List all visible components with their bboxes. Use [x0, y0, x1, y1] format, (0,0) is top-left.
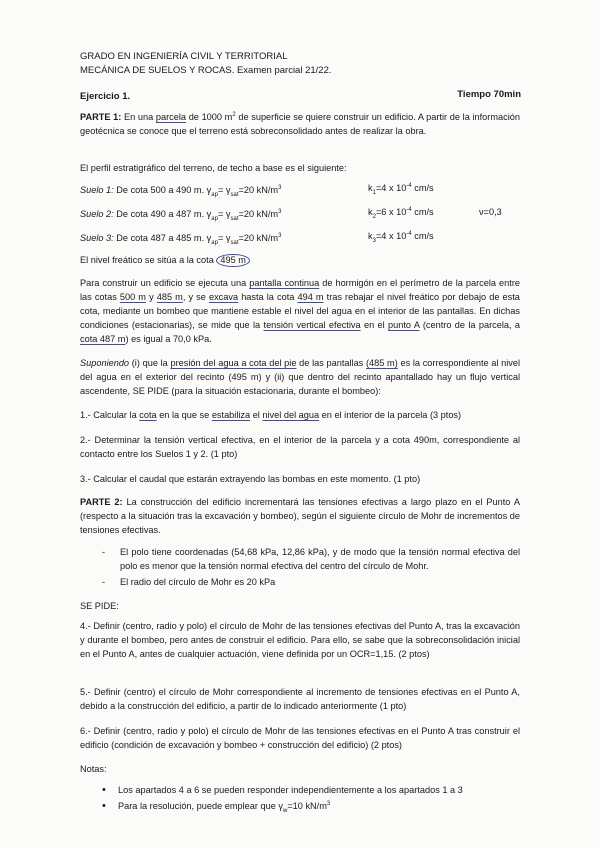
exercise-time: Tiempo 70min — [457, 89, 521, 100]
soil-1-permeability: $k_1=4$ x $10^{-4}$ cm/s — [368, 182, 434, 196]
question-6: 6.- Definir (centro, radio y polo) el círculo de Mohr de las tensiones efectivas en el Punto A tras construir el edificio (condición de excavación y bombeo + construcción del edificio) (2 ptos) — [80, 726, 520, 750]
parte2-label: PARTE 2: — [80, 497, 123, 507]
question-4: 4.- Definir (centro, radio y polo) el círculo de Mohr de las tensiones efectivas del Punto A, tras la excavación y durante el bombeo, pero antes de construir el edificio. Para ello, se sabe que la sobreconsolidación inicial en el Punto A, antes de cualquier actuación, viene definida por un OCR=1,15. (2 ptos) — [80, 621, 520, 659]
soil-3: Suelo 3: De cota 487 a 485 m. $\gamma_{ap}= \gamma_{sat}=20$ $kN/m^3$ — [80, 232, 282, 246]
assumption-paragraph: Suponiendo (i) que la presión del agua a cota del pie de las pantallas (485 m) es la correspondiente al nivel del agua en el exterior del recinto (495 m) y (ii) que dentro del recinto apantallado hay un flujo vertical ascendente, SE PIDE (para la situación estacionaria, durante el bombeo): — [80, 358, 521, 396]
header-course: MECÁNICA DE SUELOS Y ROCAS. Examen parcial 21/22. — [80, 65, 332, 76]
soil-1: Suelo 1: De cota 500 a 490 m. $\gamma_{ap}= \gamma_{sat}=20$ $kN/m^3$ — [80, 184, 282, 198]
document-header — [80, 50, 332, 78]
question-5: 5.- Definir (centro) el círculo de Mohr correspondiente al incremento de tensiones efectivas en el Punto A, debido a la construcción del edificio, a partir de lo indicado anteriormente (1 pto) — [80, 687, 520, 711]
profile-intro: El perfil estratigráfico del terreno, de techo a base es el siguiente: — [80, 163, 347, 173]
parte1-intro: PARTE 1: En una parcela de 1000 $m^2$ de superficie se quiere construir un edificio. A partir de la información geotécnica se conoce que el terreno está sobreconsolidado antes de realizar la obra. — [80, 111, 520, 136]
list-item: - El radio del círculo de Mohr es 20 kPa — [80, 575, 520, 589]
poisson-ratio: ν=0,3 — [479, 207, 502, 217]
se-pide: SE PIDE: — [80, 601, 119, 611]
soil-2-permeability: $k_2=6$ x $10^{-4}$ cm/s — [368, 206, 434, 220]
list-item: - El polo tiene coordenadas (54,68 kPa, 12,86 kPa), y de modo que la tensión normal efectiva del polo es menor que la tensión normal efectiva del centro del círculo de Mohr. — [80, 545, 520, 573]
header-degree: GRADO EN INGENIERÍA CIVIL Y TERRITORIAL — [80, 51, 288, 62]
water-table-level: 495 m — [216, 254, 250, 267]
question-1: 1.- Calcular la cota en la que se estabiliza el nivel del agua en el interior de la parcela (3 ptos) — [80, 410, 462, 420]
notes-list — [80, 783, 520, 818]
exercise-title: Ejercicio 1. — [80, 91, 131, 102]
question-2: 2.- Determinar la tensión vertical efectiva, en el interior de la parcela y a cota 490m, correspondiente al contacto entre los Suelos 1 y 2. (1 pto) — [80, 435, 520, 459]
soil-2: Suelo 2: De cota 490 a 487 m. $\gamma_{ap}= \gamma_{sat}=20$ $kN/m^3$ — [80, 208, 282, 222]
question-3: 3.- Calcular el caudal que estarán extrayendo las bombas en este momento. (1 pto) — [80, 474, 421, 484]
water-table: El nivel freático se sitúa a la cota 495 m — [80, 253, 520, 267]
construction-paragraph: Para construir un edificio se ejecuta una pantalla continua de hormigón en el perímetro de la parcela entre las cotas 500 m y 485 m, y se excava hasta la cota 494 m tras rebajar el nivel freático por debajo de esta cota, mediante un bombeo que mantiene estable el nivel del agua en el interior de las pantallas. En dichas condiciones (estacionarias), se mide que la tensión vertical efectiva en el punto A (centro de la parcela, a cota 487 m) es igual a 70,0 kPa. — [80, 278, 520, 344]
parte2-bullets — [80, 545, 520, 589]
list-item: • Los apartados 4 a 6 se pueden responder independientemente a los apartados 1 a 3 — [80, 783, 520, 797]
notes-title: Notas: — [80, 764, 107, 774]
parte2-intro: PARTE 2: La construcción del edificio incrementará las tensiones efectivas a largo plazo en el Punto A (respecto a la situación tras la excavación y bombeo), según el siguiente círculo de Mohr de incrementos de tensiones efectivas. — [80, 497, 520, 535]
list-item: • Para la resolución, puede emplear que $\gamma_w=10$ $kN/m^3$ — [80, 799, 520, 818]
parte1-label: PARTE 1: — [80, 112, 122, 122]
soil-3-permeability: $k_3=4$ x $10^{-4}$ cm/s — [368, 230, 434, 244]
